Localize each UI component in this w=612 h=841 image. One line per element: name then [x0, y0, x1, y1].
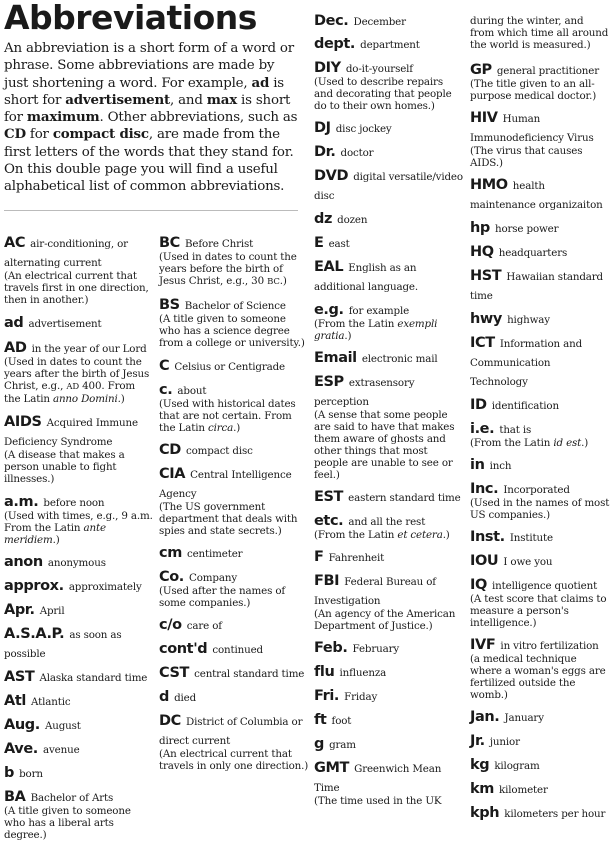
abbreviation-meaning: compact disc [185, 445, 253, 457]
abbreviation-note [4, 510, 154, 546]
abbreviation-term: ft [314, 712, 327, 728]
entry-c-o [159, 614, 309, 633]
abbreviation-term: Atl [4, 693, 26, 709]
abbreviation-term: Jr. [470, 733, 485, 749]
entry-ivf [470, 634, 610, 701]
entry-g [314, 733, 464, 752]
abbreviation-term: cm [159, 545, 182, 561]
abbreviation-term: GP [470, 62, 492, 78]
entry-est [314, 486, 464, 505]
entry-f [314, 546, 464, 565]
abbreviation-term: kg [470, 757, 490, 773]
abbreviation-note: (A test score that claims to measure a person's intelligence.) [470, 593, 607, 629]
abbreviation-meaning: Alaska standard time [39, 672, 148, 684]
entry-iou [470, 550, 610, 569]
abbreviation-term: d [159, 689, 169, 705]
abbreviation-meaning: gram [329, 739, 356, 751]
entry-etc [314, 510, 464, 541]
entry-in [470, 454, 610, 473]
entry-i-e [470, 418, 610, 449]
abbreviation-note [159, 398, 309, 434]
entry-fri [314, 685, 464, 704]
divider-rule [4, 210, 298, 211]
abbreviation-meaning: December [353, 16, 406, 28]
note-text: (Used with times, e.g., 9 a.m. From the Latin [4, 510, 153, 534]
abbreviation-meaning: headquarters [498, 247, 568, 259]
entry-esp [314, 371, 464, 481]
abbreviation-meaning: Bachelor of Arts [30, 792, 114, 804]
abbreviation-note: (The time used in the UK [314, 795, 442, 807]
abbreviation-meaning: District of Columbia or direct current [159, 716, 303, 747]
abbreviation-term: Ave. [4, 741, 38, 757]
abbreviation-note [159, 251, 309, 288]
abbreviation-note: (A disease that makes a person unable to fight illnesses.) [4, 449, 125, 485]
abbreviation-meaning: and all the rest [348, 516, 426, 528]
entry-ac [4, 232, 154, 306]
entry-bs [159, 294, 309, 349]
intro-text: , are made from the first letters of the words that they stand for. On this double page you will find a useful alphabetical list of common abbreviations. [4, 127, 294, 195]
abbreviation-term: kph [470, 805, 500, 821]
entry-d [159, 686, 309, 705]
entry-gmt [314, 757, 464, 807]
entry-b [4, 762, 154, 781]
entry-dc [159, 710, 309, 772]
abbreviation-meaning: Celsius or Centigrade [174, 361, 285, 373]
entry-inst [470, 526, 610, 545]
abbreviation-term: AD [4, 340, 27, 356]
abbreviation-note: (The virus that causes AIDS.) [470, 145, 583, 169]
abbreviation-meaning: kilometer [499, 784, 548, 796]
entry-ave [4, 738, 154, 757]
abbreviation-meaning: Friday [344, 691, 378, 703]
abbreviation-meaning: English as an additional language. [314, 262, 418, 293]
abbreviation-meaning: junior [489, 736, 520, 748]
abbreviation-term: HST [470, 268, 502, 284]
abbreviation-term: ICT [470, 335, 495, 351]
abbreviation-term: HQ [470, 244, 494, 260]
entry-inc [470, 478, 610, 521]
abbreviation-term: flu [314, 664, 335, 680]
entry-dec [314, 10, 464, 29]
note-text: (Used in dates to count the years before the birth of Jesus Christ, e.g., 30 [159, 251, 297, 287]
abbreviation-term: BS [159, 297, 180, 313]
entry-dept [314, 33, 464, 52]
intro-text: for [25, 127, 53, 143]
abbreviation-term: DVD [314, 168, 349, 184]
abbreviation-term: a.m. [4, 494, 39, 510]
abbreviation-meaning: avenue [43, 744, 80, 756]
abbreviation-meaning: electronic mail [361, 353, 438, 365]
abbreviation-meaning: anonymous [47, 557, 106, 569]
entry-ad [4, 312, 154, 331]
abbreviation-term: Jan. [470, 709, 500, 725]
small-caps-era: AD [66, 382, 80, 392]
abbreviation-term: c/o [159, 617, 182, 633]
abbreviation-term: IQ [470, 577, 487, 593]
entry-hst [470, 265, 610, 303]
entry-hiv [470, 107, 610, 169]
abbreviation-term: CD [159, 442, 181, 458]
intro-bold-term: compact disc [52, 126, 149, 143]
entry-aug [4, 714, 154, 733]
entry-ft [314, 709, 464, 728]
abbreviation-term: km [470, 781, 494, 797]
entry-c [159, 355, 309, 374]
abbreviation-meaning: inch [489, 460, 512, 472]
abbreviation-term: ad [4, 315, 24, 331]
abbreviation-term: EAL [314, 259, 344, 275]
intro-bold-term: ad [251, 74, 270, 91]
entry-atl [4, 690, 154, 709]
abbreviation-meaning: horse power [495, 223, 559, 235]
abbreviation-note [470, 437, 610, 449]
abbreviation-term: Dr. [314, 144, 336, 160]
abbreviation-meaning: advertisement [28, 318, 102, 330]
abbreviation-term: CIA [159, 466, 186, 482]
abbreviation-meaning: air-conditioning, or alternating current [4, 238, 128, 269]
abbreviation-meaning: Central Intelligence Agency [159, 469, 292, 500]
note-text: .) [442, 529, 450, 541]
abbreviation-meaning: that is [499, 424, 532, 436]
abbreviation-term: Apr. [4, 602, 35, 618]
abbreviation-term: Aug. [4, 717, 40, 733]
entry-ict [470, 332, 610, 389]
abbreviation-meaning: Hawaiian standard time [470, 271, 603, 302]
abbreviation-term: DIY [314, 60, 341, 76]
entry-cia [159, 463, 309, 537]
abbreviation-note [314, 318, 464, 342]
intro-bold-term: advertisement [65, 91, 171, 108]
column-1 [4, 227, 154, 841]
abbreviation-term: AC [4, 235, 26, 251]
entry-flu [314, 661, 464, 680]
note-text: .) [52, 534, 60, 546]
abbreviation-meaning: August [44, 720, 81, 732]
abbreviation-meaning: dozen [337, 214, 368, 226]
abbreviation-meaning: Atlantic [31, 696, 71, 708]
intro-paragraph [4, 40, 302, 196]
abbreviation-term: b [4, 765, 14, 781]
abbreviation-term: IVF [470, 637, 496, 653]
abbreviation-meaning: foot [331, 715, 352, 727]
abbreviation-meaning: health maintenance organizaiton [470, 180, 603, 211]
abbreviation-meaning: Incorporated [503, 484, 570, 496]
abbreviation-note: (A title given to someone who has a science degree from a college or university.) [159, 313, 305, 349]
entry-dvd [314, 165, 464, 203]
abbreviation-note: (A sense that some people are said to have that makes them aware of ghosts and other things that most people are unable to see or feel.) [314, 409, 455, 481]
abbreviation-note: (The US government department that deals with spies and state secrets.) [159, 501, 298, 537]
abbreviation-meaning: Information and Communication Technology [470, 338, 583, 388]
column-2 [159, 227, 309, 772]
entry-diy [314, 57, 464, 112]
abbreviation-meaning: Company [189, 572, 237, 584]
note-text: 400. From the Latin [4, 380, 136, 405]
note-text: (From the Latin [314, 318, 398, 330]
entry-apr [4, 599, 154, 618]
abbreviation-term: hwy [470, 311, 502, 327]
note-text: .) [117, 393, 125, 405]
entry-jr [470, 730, 610, 749]
abbreviation-term: approx. [4, 578, 64, 594]
intro-text: . Other abbreviations, such as [99, 110, 298, 126]
entry-kph [470, 802, 610, 821]
latin-phrase: anno Domini [52, 393, 118, 405]
intro-text: , and [170, 92, 207, 108]
entry-ast [4, 666, 154, 685]
abbreviation-term: BC [159, 235, 180, 251]
entry-approx [4, 575, 154, 594]
latin-phrase: ante meridiem [4, 522, 106, 546]
abbreviation-term: DJ [314, 120, 331, 136]
entry-bc [159, 232, 309, 288]
abbreviation-meaning: Greenwich Mean Time [314, 763, 442, 794]
abbreviation-meaning: born [19, 768, 43, 780]
abbreviation-meaning: doctor [340, 147, 374, 159]
abbreviation-term: Fri. [314, 688, 340, 704]
abbreviation-meaning: April [39, 605, 65, 617]
abbreviation-meaning: disc jockey [335, 123, 392, 135]
entry-email [314, 347, 464, 366]
entry-hq [470, 241, 610, 260]
abbreviation-meaning: continued [212, 644, 263, 656]
abbreviation-meaning: kilogram [494, 760, 540, 772]
abbreviation-meaning: Bachelor of Science [184, 300, 286, 312]
abbreviation-meaning: influenza [339, 667, 387, 679]
entry-c [159, 379, 309, 434]
abbreviation-term: ID [470, 397, 487, 413]
abbreviation-meaning: kilometers per hour [504, 808, 606, 820]
abbreviation-meaning: for example [348, 305, 410, 317]
intro-text: is short for [4, 75, 284, 108]
entry-jan [470, 706, 610, 725]
abbreviation-term: Dec. [314, 13, 349, 29]
entry-ad [4, 337, 154, 405]
abbreviation-meaning: Institute [509, 532, 553, 544]
abbreviation-term: etc. [314, 513, 344, 529]
abbreviation-meaning: January [504, 712, 544, 724]
abbreviation-term: dz [314, 211, 333, 227]
abbreviation-meaning: Human Immunodeficiency Virus [470, 113, 594, 144]
abbreviation-meaning: department [360, 39, 420, 51]
abbreviation-term: c. [159, 382, 173, 398]
abbreviation-term: Feb. [314, 640, 348, 656]
entry-cont-d [159, 638, 309, 657]
column-4 [470, 10, 610, 821]
abbreviation-term: anon [4, 554, 43, 570]
note-text: (Used in dates to count the years after the birth of Jesus Christ, e.g., [4, 356, 150, 392]
abbreviation-term: e.g. [314, 302, 344, 318]
entry-eal [314, 256, 464, 294]
abbreviation-term: hp [470, 220, 490, 236]
abbreviation-term: ESP [314, 374, 344, 390]
abbreviation-term: DC [159, 713, 181, 729]
abbreviation-term: Co. [159, 569, 184, 585]
abbreviation-term: HIV [470, 110, 498, 126]
abbreviation-note: (Used after the names of some companies.) [159, 585, 286, 609]
note-text: .) [279, 275, 287, 287]
entry-cst [159, 662, 309, 681]
abbreviation-term: FBI [314, 573, 340, 589]
intro-text: is short for [4, 92, 291, 126]
abbreviation-term: in [470, 457, 485, 473]
entry-dz [314, 208, 464, 227]
abbreviation-term: F [314, 549, 324, 565]
abbreviation-meaning: approximately [68, 581, 142, 593]
abbreviation-note: (An agency of the American Department of Justice.) [314, 608, 456, 632]
entry-co [159, 566, 309, 609]
abbreviation-note: during the winter, and from which time all around the world is measured.) [470, 15, 609, 51]
entry-dj [314, 117, 464, 136]
abbreviation-meaning: in vitro fertilization [500, 640, 599, 652]
abbreviation-term: E [314, 235, 324, 251]
abbreviation-term: GMT [314, 760, 350, 776]
entry-ba [4, 786, 154, 841]
entry-aids [4, 411, 154, 485]
entry-e [314, 232, 464, 251]
abbreviation-term: Inc. [470, 481, 499, 497]
abbreviation-term: Email [314, 350, 357, 366]
entry-iq [470, 574, 610, 629]
abbreviation-meaning: about [177, 385, 207, 397]
entry-km [470, 778, 610, 797]
abbreviation-term: AST [4, 669, 35, 685]
abbreviation-note: (A title given to someone who has a liberal arts degree.) [4, 805, 131, 841]
abbreviation-meaning: intelligence quotient [492, 580, 598, 592]
column-3 [314, 5, 464, 807]
abbreviation-term: cont'd [159, 641, 208, 657]
abbreviation-term: IOU [470, 553, 499, 569]
abbreviation-term: Inst. [470, 529, 505, 545]
entry-gp [470, 59, 610, 102]
abbreviation-meaning: February [352, 643, 400, 655]
abbreviation-note: (The title given to an all-purpose medical doctor.) [470, 78, 597, 102]
entry-hp [470, 217, 610, 236]
latin-phrase: et cetera [397, 529, 443, 541]
abbreviation-note: (An electrical current that travels first in one direction, then in another.) [4, 270, 149, 306]
abbreviation-note: (Used in the names of most US companies.) [470, 497, 610, 521]
abbreviation-meaning: Fahrenheit [328, 552, 385, 564]
abbreviation-meaning: died [174, 692, 197, 704]
latin-phrase: id est [553, 437, 582, 449]
small-caps-era: BC [267, 277, 280, 287]
note-text: .) [581, 437, 589, 449]
abbreviation-meaning: general practitioner [496, 65, 599, 77]
intro-bold-term: CD [4, 126, 26, 143]
abbreviation-meaning: east [328, 238, 350, 250]
abbreviation-meaning: highway [507, 314, 550, 326]
page-title: Abbreviations [4, 0, 257, 37]
abbreviation-note: (An electrical current that travels in only one direction.) [159, 748, 309, 772]
entry-cd [159, 439, 309, 458]
entry-anon [4, 551, 154, 570]
entry-id [470, 394, 610, 413]
entry-a-m [4, 491, 154, 546]
abbreviation-meaning: Acquired Immune Deficiency Syndrome [4, 417, 138, 448]
latin-phrase: circa [207, 422, 234, 434]
entry-fbi [314, 570, 464, 632]
abbreviation-meaning: identification [491, 400, 559, 412]
intro-text: An abbreviation is a short form of a word or phrase. Some abbreviations are made by just shortening a word. For example, [4, 41, 294, 91]
abbreviation-meaning: digital versatile/video disc [314, 171, 463, 202]
entry-dr [314, 141, 464, 160]
abbreviation-meaning: extrasensory perception [314, 377, 415, 408]
intro-bold-term: maximum [26, 109, 100, 126]
latin-phrase: exempli gratia [314, 318, 438, 342]
abbreviation-meaning: Federal Bureau of Investigation [314, 576, 436, 607]
abbreviation-term: C [159, 358, 170, 374]
abbreviation-term: AIDS [4, 414, 42, 430]
abbreviation-note [314, 529, 464, 541]
note-text: (Used with historical dates that are not certain. From the Latin [159, 398, 296, 434]
abbreviation-term: A.S.A.P. [4, 626, 65, 642]
note-text: .) [344, 330, 352, 342]
abbreviation-meaning: care of [186, 620, 222, 632]
abbreviation-meaning: central standard time [194, 668, 305, 680]
entry-feb [314, 637, 464, 656]
abbreviation-term: dept. [314, 36, 356, 52]
note-text: (From the Latin [314, 529, 398, 541]
abbreviation-note: (Used to describe repairs and decorating that people do to their own homes.) [314, 76, 452, 112]
abbreviation-note: (a medical technique where a woman's eggs are fertilized outside the womb.) [470, 653, 606, 701]
abbreviation-meaning: as soon as possible [4, 629, 122, 660]
abbreviation-term: CST [159, 665, 190, 681]
entry-a-s-a-p [4, 623, 154, 661]
abbreviation-term: EST [314, 489, 344, 505]
abbreviation-meaning: centimeter [187, 548, 243, 560]
entry-continued [470, 15, 610, 51]
abbreviation-meaning: I owe you [503, 556, 553, 568]
entry-hmo [470, 174, 610, 212]
abbreviation-term: HMO [470, 177, 508, 193]
note-text: (From the Latin [470, 437, 554, 449]
entry-hwy [470, 308, 610, 327]
entry-cm [159, 542, 309, 561]
abbreviation-term: BA [4, 789, 26, 805]
entry-kg [470, 754, 610, 773]
intro-bold-term: max [206, 91, 237, 108]
abbreviation-meaning: do-it-yourself [345, 63, 413, 75]
abbreviation-term: g [314, 736, 324, 752]
abbreviation-meaning: in the year of our Lord [31, 343, 147, 355]
abbreviation-meaning: eastern standard time [348, 492, 461, 504]
abbreviation-note [4, 356, 154, 405]
entry-e-g [314, 299, 464, 342]
note-text: .) [233, 422, 241, 434]
abbreviation-term: i.e. [470, 421, 495, 437]
abbreviation-meaning: Before Christ [185, 238, 254, 250]
abbreviation-meaning: before noon [43, 497, 105, 509]
